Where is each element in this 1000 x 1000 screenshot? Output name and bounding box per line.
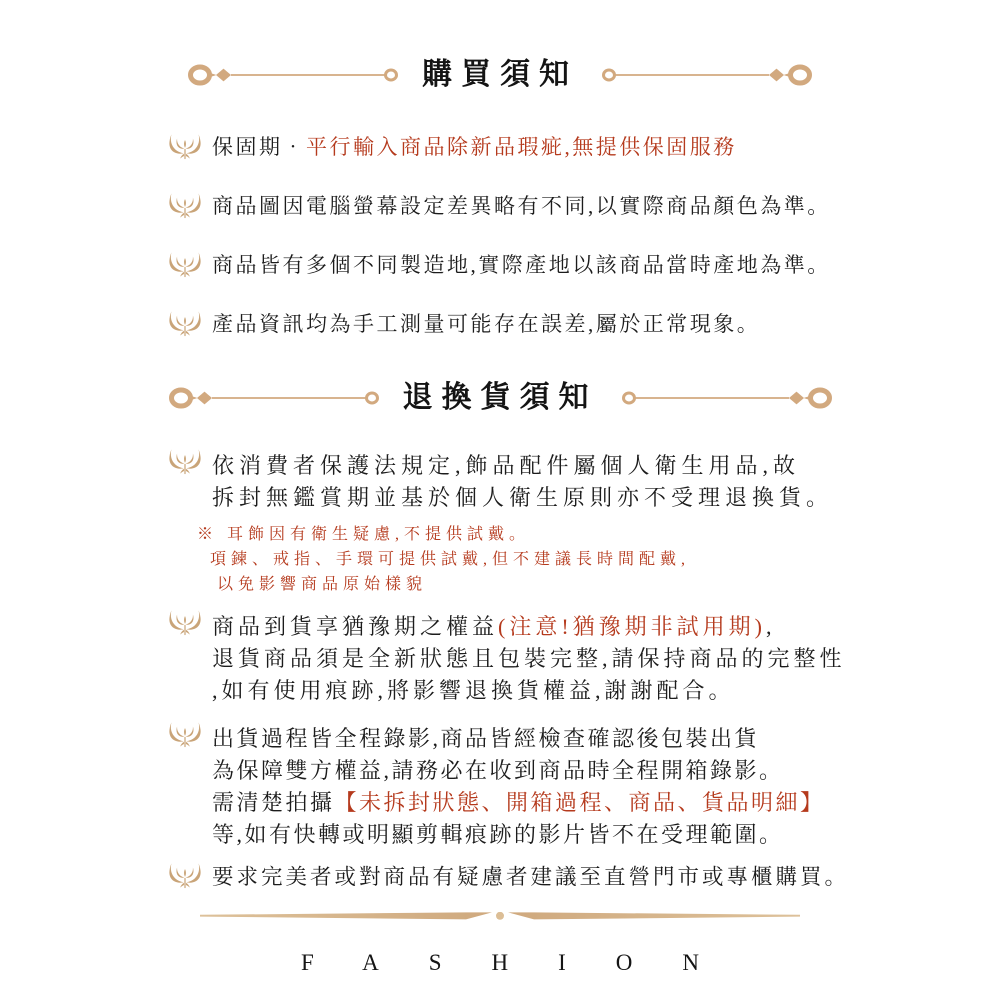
hygiene-line-2: 拆封無鑑賞期並基於個人衛生原則亦不受理退換貨。 (212, 485, 834, 510)
origin-note-text: 商品皆有多個不同製造地,實際產地以該商品當時產地為準。 (212, 253, 831, 277)
hesitation-line-2: 退貨商品須是全新狀態且包裝完整,請保持商品的完整性 (212, 646, 846, 671)
list-item-screen (168, 194, 960, 220)
hygiene-line-1: 依消費者保護法規定,飾品配件屬個人衛生用品,故 (212, 453, 801, 478)
list-item-perfectionist (168, 864, 960, 890)
video-line-1: 出貨過程皆全程錄影,商品皆經檢查確認後包裝出貨 (212, 726, 760, 751)
returns-heading (0, 380, 1000, 416)
warranty-warning: 平行輸入商品除新品瑕疵,無提供保固服務 (306, 135, 737, 159)
video-line-2: 為保障雙方權益,請務必在收到商品時全程開箱錄影。 (212, 758, 784, 783)
tapered-divider-icon (200, 912, 800, 922)
subnote-line-1: ※ 耳飾因有衛生疑慮,不提供試戴。 (197, 526, 531, 543)
list-item-measure (168, 312, 960, 338)
subnote-line-2: 項鍊、戒指、手環可提供試戴,但不建議長時間配戴, (210, 551, 691, 568)
leaf-bullet-icon (168, 721, 202, 749)
list-item-hygiene (168, 450, 960, 514)
ornament-line-left-icon (188, 64, 400, 86)
video-text (212, 723, 825, 851)
purchase-notice-list (0, 135, 1000, 338)
ornament-line-right-icon (600, 64, 812, 86)
screen-note-text: 商品圖因電腦螢幕設定差異略有不同,以實際商品顏色為準。 (212, 194, 831, 218)
list-item-hesitation (168, 611, 960, 707)
purchase-section-title: 購買須知 (422, 58, 578, 91)
perfectionist-text: 要求完美者或對商品有疑慮者建議至直營門市或專櫃購買。 (212, 865, 850, 889)
footer-divider (0, 912, 1000, 922)
measure-note-text: 產品資訊均為手工測量可能存在誤差,屬於正常現象。 (212, 312, 761, 336)
returns-notice-list-cont (0, 611, 1000, 890)
hesitation-line-1: 商品到貨享猶豫期之權益(注意!猶豫期非試用期), (212, 614, 776, 639)
video-line-3: 需清楚拍攝【未拆封狀態、開箱過程、商品、貨品明細】 (212, 790, 825, 815)
list-item-warranty (168, 135, 960, 161)
leaf-bullet-icon (168, 133, 202, 161)
hesitation-text (212, 611, 846, 707)
hesitation-line-3: ,如有使用痕跡,將影響退換貨權益,謝謝配合。 (212, 678, 735, 703)
video-requirements: 【未拆封狀態、開箱過程、商品、貨品明細】 (334, 790, 825, 815)
returns-notice-list (0, 450, 1000, 514)
try-on-subnote (197, 522, 1000, 597)
leaf-bullet-icon (168, 609, 202, 637)
video-line-4: 等,如有快轉或明顯剪輯痕跡的影片皆不在受理範圍。 (212, 822, 784, 847)
reference-mark: ※ (197, 526, 219, 543)
hygiene-text (212, 450, 833, 514)
leaf-bullet-icon (168, 192, 202, 220)
leaf-bullet-icon (168, 310, 202, 338)
returns-section-title: 退換貨須知 (402, 381, 598, 414)
list-item-origin (168, 253, 960, 279)
ornament-line-left-icon (169, 387, 381, 409)
brand-wordmark: FASHION (301, 950, 749, 975)
leaf-bullet-icon (168, 251, 202, 279)
list-item-unboxing-video (168, 723, 960, 851)
warranty-text (212, 135, 737, 159)
leaf-bullet-icon (168, 862, 202, 890)
subnote-line-3: 以免影響商品原始樣貌 (217, 576, 428, 593)
purchase-heading (0, 57, 1000, 93)
ornament-line-right-icon (620, 387, 832, 409)
hesitation-warning: (注意!猶豫期非試用期) (498, 614, 766, 639)
leaf-bullet-icon (168, 448, 202, 476)
warranty-label: 保固期‧ (212, 135, 306, 159)
